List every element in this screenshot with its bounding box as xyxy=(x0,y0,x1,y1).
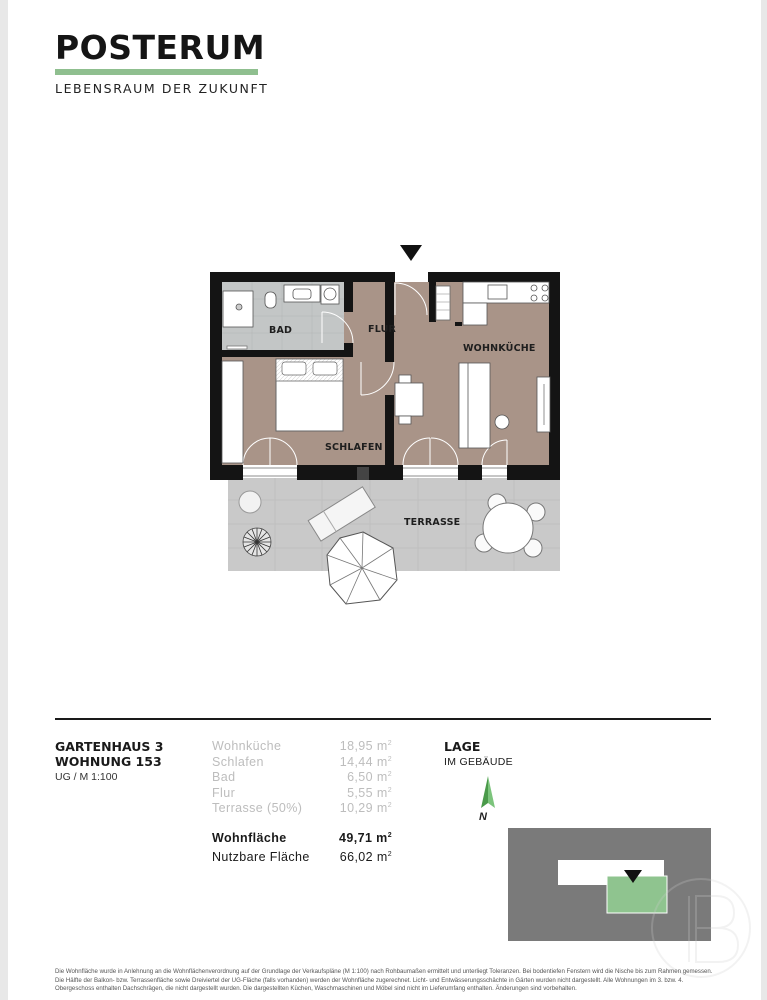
area-row: Flur 5,55 $m^2$ xyxy=(212,785,392,800)
unit-info xyxy=(55,739,163,783)
area-row: Terrasse (50%) 10,29 $m^2$ xyxy=(212,801,392,815)
usable-area-total: Nutzbare Fläche 66,02 $m^2$ xyxy=(212,850,392,864)
area-name: Bad xyxy=(212,770,236,784)
area-value: 6,50 m xyxy=(347,770,388,784)
section-divider xyxy=(55,718,711,720)
room-label-schlafen: SCHLAFEN xyxy=(325,442,383,453)
plant-icon xyxy=(243,528,271,556)
watermark-logo-icon xyxy=(652,879,750,977)
location-subtitle: IM GEBÄUDE xyxy=(444,756,513,768)
shoe-cabinet-icon xyxy=(436,286,450,320)
area-value: 18,95 m xyxy=(339,739,388,753)
sideboard-icon xyxy=(537,377,550,432)
site-location-map xyxy=(508,828,711,941)
area-table xyxy=(212,739,392,866)
area-row: Schlafen 14,44 $m^2$ xyxy=(212,754,392,769)
location-info xyxy=(444,739,513,768)
living-area-total: Wohnfläche 49,71 $m^2$ xyxy=(212,830,392,845)
entrance-arrow-icon xyxy=(400,245,422,261)
usable-area-value: 66,02 m xyxy=(339,850,388,864)
north-label: N xyxy=(479,811,487,823)
area-name: Wohnküche xyxy=(212,739,282,753)
usable-area-label: Nutzbare Fläche xyxy=(212,850,310,864)
living-area-label: Wohnfläche xyxy=(212,830,287,845)
area-row: Wohnküche 18,95 $m^2$ xyxy=(212,739,392,753)
area-row: Bad 6,50 $m^2$ xyxy=(212,770,392,784)
unit-marker-icon xyxy=(624,870,642,883)
bed-icon xyxy=(276,359,343,431)
area-name: Flur xyxy=(212,785,236,800)
brand-name: POSTERUM xyxy=(55,28,266,67)
area-value: 5,55 m xyxy=(347,785,388,800)
side-table-icon xyxy=(495,415,509,429)
room-label-wohnkueche: WOHNKÜCHE xyxy=(463,343,536,354)
sofa-icon xyxy=(459,363,490,448)
brand-tagline: LEBENSRAUM DER ZUKUNFT xyxy=(55,81,269,96)
wardrobe-icon xyxy=(222,361,243,463)
room-label-terrasse: TERRASSE xyxy=(404,517,461,528)
location-title: LAGE xyxy=(444,739,481,754)
apartment-number: WOHNUNG 153 xyxy=(55,754,162,769)
living-area-value: 49,71 m xyxy=(339,830,388,845)
area-name: Terrasse (50%) xyxy=(212,801,303,815)
room-label-bad: BAD xyxy=(269,325,293,336)
area-value: 14,44 m xyxy=(339,754,388,769)
area-value: 10,29 m xyxy=(339,801,388,815)
building-name: GARTENHAUS 3 xyxy=(55,739,164,754)
disclaimer-text: Die Wohnfläche wurde in Anlehnung an die Wohnflächenverordnung auf der Grundlage der Verkaufspläne (M 1:100) nach Rohbaumaßen ermittelt und unterliegt Toleranzen. Bei bodentiefen Fenstern wird die Nische bis zum Rahmen gemessen. Die Hälfte der Balkon- bzw. Terrassenfläche sowie Dreiviertel der UG-Fläche (falls vorhanden) werden der Wohnfläche zugerechnet. Licht- und Entwässerungsschächte in Gärten wurden nicht dargestellt. Alle Wohnungen im 3. bzw. 4. Obergeschoss enthalten Dachschrägen, die nicht dargestellt wurden. Die dargestellten Küchen, Waschmaschinen und Möbel sind nicht im Lieferumfang enthalten. Änderungen sind vorbehalten. xyxy=(55,968,713,993)
north-arrow-icon xyxy=(481,776,495,808)
area-name: Schlafen xyxy=(212,754,264,769)
room-label-flur: FLUR xyxy=(368,324,397,335)
floor-scale: UG / M 1:100 xyxy=(55,771,118,783)
